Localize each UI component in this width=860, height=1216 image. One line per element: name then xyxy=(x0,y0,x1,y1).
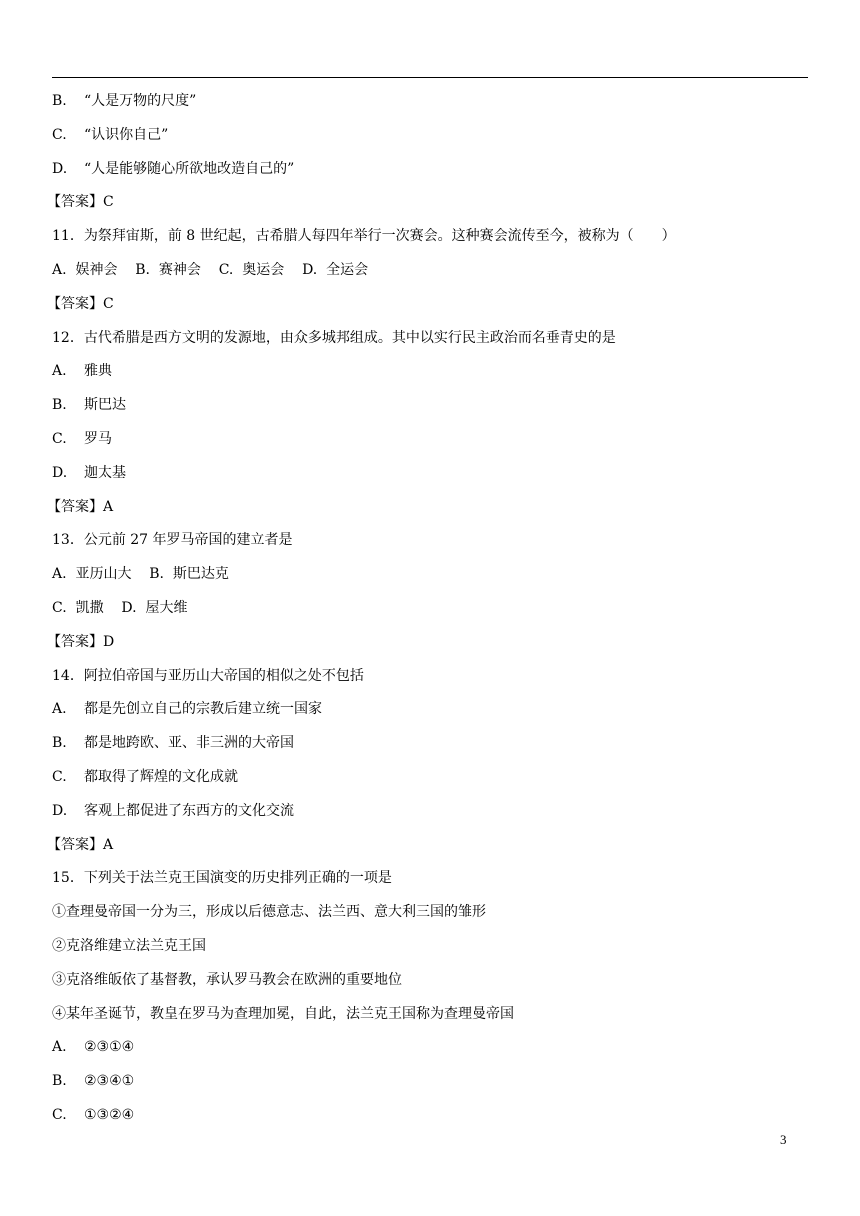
option-text: “人是能够随心所欲地改造自己的” xyxy=(84,160,295,177)
option-text: 都是地跨欧、亚、非三洲的大帝国 xyxy=(84,735,294,752)
text-line: ②克洛维建立法兰克王国 xyxy=(52,937,206,954)
option-line xyxy=(52,457,808,491)
option-line xyxy=(52,423,808,457)
text-line: 11．为祭拜宙斯，前 8 世纪起，古希腊人每四年举行一次赛会。这种赛会流传至今，被称为（ ） xyxy=(52,228,676,245)
option-text: “人是万物的尺度” xyxy=(84,93,197,109)
option-text: 迦太基 xyxy=(84,464,126,481)
document-body xyxy=(47,85,808,1133)
option-text: 罗马 xyxy=(84,430,112,447)
text-line: A. 亚历山大 B. 斯巴达克 xyxy=(52,566,229,583)
option-label: D. xyxy=(52,464,68,481)
text-line: 14．阿拉伯帝国与亚历山大帝国的相似之处不包括 xyxy=(52,667,364,684)
option-text: 雅典 xyxy=(84,363,112,380)
option-label: C. xyxy=(52,768,67,785)
option-label: A. xyxy=(52,701,67,718)
option-label: B. xyxy=(52,93,67,109)
option-line xyxy=(52,795,808,829)
answer-line: 【答案】A xyxy=(47,836,114,853)
text-line: 12．古代希腊是西方文明的发源地，由众多城邦组成。其中以实行民主政治而名垂青史的是 xyxy=(52,329,616,346)
option-line xyxy=(52,1065,808,1099)
option-text: 客观上都促进了东西方的文化交流 xyxy=(84,802,294,819)
text-line: ④某年圣诞节，教皇在罗马为查理加冕，自此，法兰克王国称为查理曼帝国 xyxy=(52,1005,514,1022)
option-label: D. xyxy=(52,160,68,177)
text-line: 15．下列关于法兰克王国演变的历史排列正确的一项是 xyxy=(52,870,392,887)
option-text: ②③①④ xyxy=(84,1039,135,1056)
option-label: C. xyxy=(52,430,67,447)
option-label: B. xyxy=(52,735,67,752)
answer-line: 【答案】D xyxy=(47,633,115,650)
option-line xyxy=(52,389,808,423)
option-text: 斯巴达 xyxy=(84,397,126,414)
option-line xyxy=(52,727,808,761)
option-text: “认识你自己” xyxy=(84,126,169,143)
text-line: A. 娱神会 B. 赛神会 C. 奥运会 D. 全运会 xyxy=(52,261,369,278)
page-number: 3 xyxy=(780,1132,787,1147)
option-label: C. xyxy=(52,1106,67,1123)
option-label: B. xyxy=(52,1073,67,1090)
option-line xyxy=(52,85,808,119)
option-label: C. xyxy=(52,126,67,143)
answer-line: 【答案】C xyxy=(47,295,114,312)
answer-line: 【答案】C xyxy=(47,194,114,211)
option-line xyxy=(52,693,808,727)
option-line xyxy=(52,153,808,187)
text-line: C. 凯撒 D. 屋大维 xyxy=(52,599,188,616)
option-line xyxy=(52,355,808,389)
option-line xyxy=(52,1031,808,1065)
text-line: ①查理曼帝国一分为三，形成以后德意志、法兰西、意大利三国的雏形 xyxy=(52,904,486,921)
option-label: A. xyxy=(52,1039,67,1056)
option-label: D. xyxy=(52,802,68,819)
option-label: A. xyxy=(52,363,67,380)
text-line: ③克洛维皈依了基督教，承认罗马教会在欧洲的重要地位 xyxy=(52,971,402,988)
option-line xyxy=(52,119,808,153)
text-line: 13．公元前 27 年罗马帝国的建立者是 xyxy=(52,532,293,549)
answer-line: 【答案】A xyxy=(47,498,114,515)
option-text: 都取得了辉煌的文化成就 xyxy=(84,768,238,785)
option-line xyxy=(52,761,808,795)
option-text: ②③④① xyxy=(84,1073,135,1090)
option-line xyxy=(52,1099,808,1133)
option-text: ①③②④ xyxy=(84,1106,135,1123)
option-label: B. xyxy=(52,397,67,414)
option-text: 都是先创立自己的宗教后建立统一国家 xyxy=(84,701,322,718)
header-rule xyxy=(52,77,808,78)
